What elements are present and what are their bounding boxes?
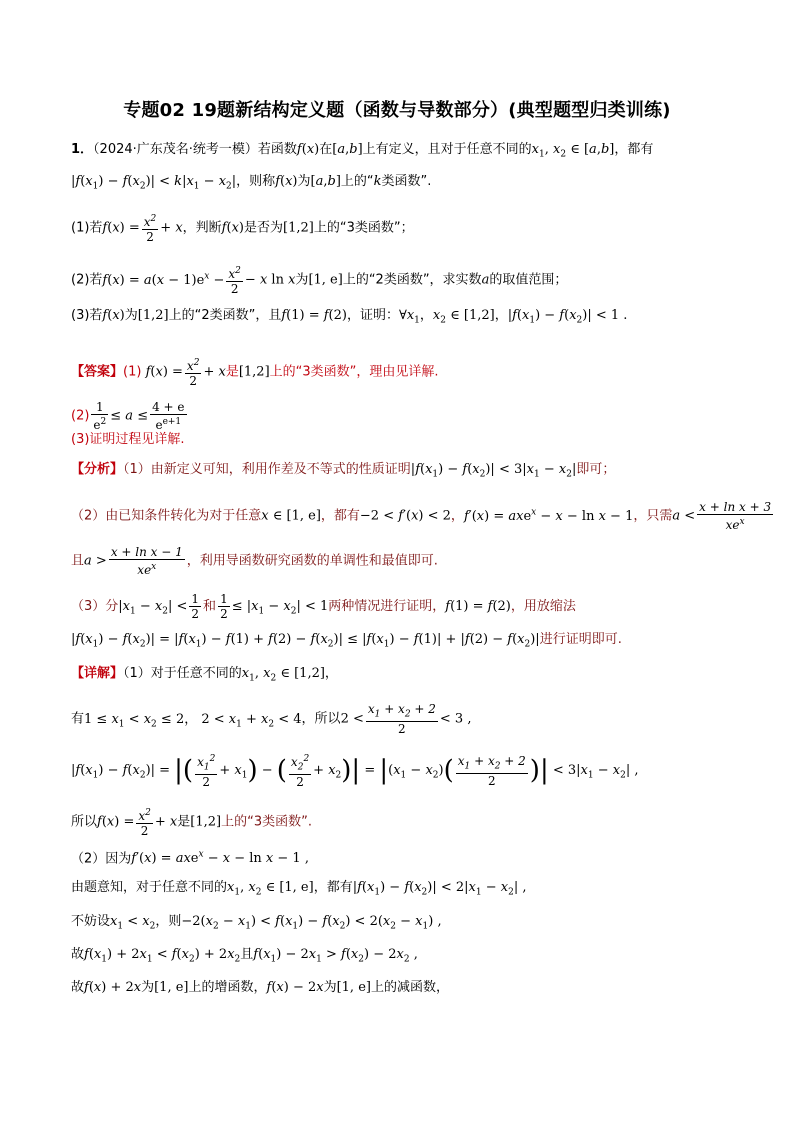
detail-tag: 【详解】: [71, 666, 124, 681]
page-title: 专题02 19题新结构定义题（函数与导数部分）(典型题型归类训练): [123, 100, 671, 121]
detail-line-3: $|f(x_1) - f(x_2)|$ = |( $\frac{x_1^2}{2}$ + $x_1$) − ( $\frac{x_2^2}{2}$ + $x_2)| = |(x_1 - x_2)$( $\frac{x_1 + x_2 + 2}{2}$ )| < $3|x_1 - x_2|$ ,: [71, 753, 639, 790]
analysis-line-4: （3）分$|x_1 - x_2|$ < $\frac{1}{2}$ 和 $\frac{1}{2}$ ≤ $|x_1 - x_2| < 1$两种情况进行证明，f(1) = f(2)，用放缩法: [71, 592, 576, 621]
answer-line-3: (3)证明过程见详解.: [71, 432, 185, 447]
math-x1x2-in-ab: $x_1$, $x_2$ ∈ [a,b]: [531, 142, 615, 160]
question-part-3: (3)若f(x)为[1,2]上的“2类函数”，且f(1) = f(2)，证明：$\forall x_1$，$x_2$ ∈ [1,2]，$|f(x_1) - f(x_2)| < 1$ .: [71, 308, 628, 326]
analysis-line-3: 且a > $\frac{\text{x + ln x − 1}}{xe^x}$ ，利用导函数研究函数的单调性和最值即可.: [71, 545, 438, 577]
question-line-2: $|f(x_1) - f(x_2)| < k|x_1 - x_2|$，则称f(x)为[a,b]上的“k类函数”.: [71, 174, 432, 192]
math-k-condition: $|f(x_1) - f(x_2)| < k|x_1 - x_2|$: [71, 174, 237, 192]
detail-line-5: （2）因为f′(x) = axe$^x$ − x − ln x − 1 ,: [71, 850, 309, 867]
math-fx: f: [296, 142, 302, 157]
analysis-line-1: 【分析】（1）由新定义可知，利用作差及不等式的性质证明$|f(x_1) - f(x_2)| < 3|x_1 - x_2|$即可；: [71, 462, 616, 480]
detail-line-4: 所以f(x) = $\frac{x^2}{2}$ + x是[1,2]上的“3类函数”.: [71, 808, 312, 838]
math-frac-x2-over-2: $\frac{x^2}{2}$: [143, 214, 157, 244]
answer-line-2: (2) $\frac{1}{e^2}$ ≤ a ≤ $\frac{4 + e}{e^{e+1}}$: [71, 400, 185, 432]
question-line-1: 1．（2024·广东茂名·统考一模）若函数f(x)在[a,b]上有定义，且对于任意不同的$x_1$, $x_2$ ∈ [a,b]，都有: [71, 142, 654, 160]
question-source: （2024·广东茂名·统考一模）: [93, 142, 258, 157]
analysis-tag: 【分析】: [71, 462, 124, 477]
detail-line-8: 故$f(x_1) + 2x_1 < f(x_2) + 2x_2$且$f(x_1) - 2x_1 > f(x_2) - 2x_2$ ,: [71, 947, 418, 965]
question-number: 1．: [71, 142, 94, 157]
answer-tag: 【答案】: [71, 364, 124, 380]
question-part-1: (1)若f(x) = $\frac{x^2}{2}$ + x，判断f(x)是否为[1,2]上的“3类函数”；: [71, 214, 414, 244]
math-interval-ab: [a,b]: [332, 142, 363, 157]
detail-line-1: 【详解】（1）对于任意不同的$x_1$, $x_2$ ∈ [1,2]，: [71, 666, 338, 684]
question-part-2: (2)若$f(x) = a(x - 1)e^x$ − $\frac{x^2}{2}$ − x ln x为[1, e]上的“2类函数”，求实数a的取值范围；: [71, 266, 568, 296]
detail-line-9: 故f(x) + 2x为[1, e]上的增函数，f(x) − 2x为[1, e]上的减函数，: [71, 980, 449, 995]
detail-line-6: 由题意知，对于任意不同的$x_1$, $x_2$ ∈ [1, e]，都有$|f(x_1) - f(x_2)| < 2|x_1 - x_2|$ ,: [71, 880, 527, 898]
detail-line-7: 不妨设$x_1 < x_2$，则$-2(x_2 - x_1) < f(x_1) - f(x_2) < 2(x_2 - x_1)$ ,: [71, 914, 442, 932]
answer-line-1: 【答案】(1) f(x) = $\frac{x^2}{2}$ + x是[1,2]上的“3类函数”，理由见详解.: [71, 358, 439, 388]
analysis-line-5: $|f(x_1) - f(x_2)| = |f(x_1) - f(1) + f(2) - f(x_2)| \le |f(x_1) - f(1)| + |f(2) - f(x_2)|$进行证明即可.: [71, 632, 622, 650]
detail-line-2: 有$1 \le x_1 < x_2 \le 2$， $2 < x_1 + x_2 < 4$，所以2 < $\frac{x_1 + x_2 + 2}{2}$ < 3 ,: [71, 702, 472, 737]
analysis-line-2: （2）由已知条件转化为对于任意x ∈ [1, e]，都有−2 < f′(x) < 2，f′(x) = axe$^x$ − x − ln x − 1，只需a < $\frac{\text{x + ln x + 3}}{xe^x}$: [71, 500, 772, 532]
